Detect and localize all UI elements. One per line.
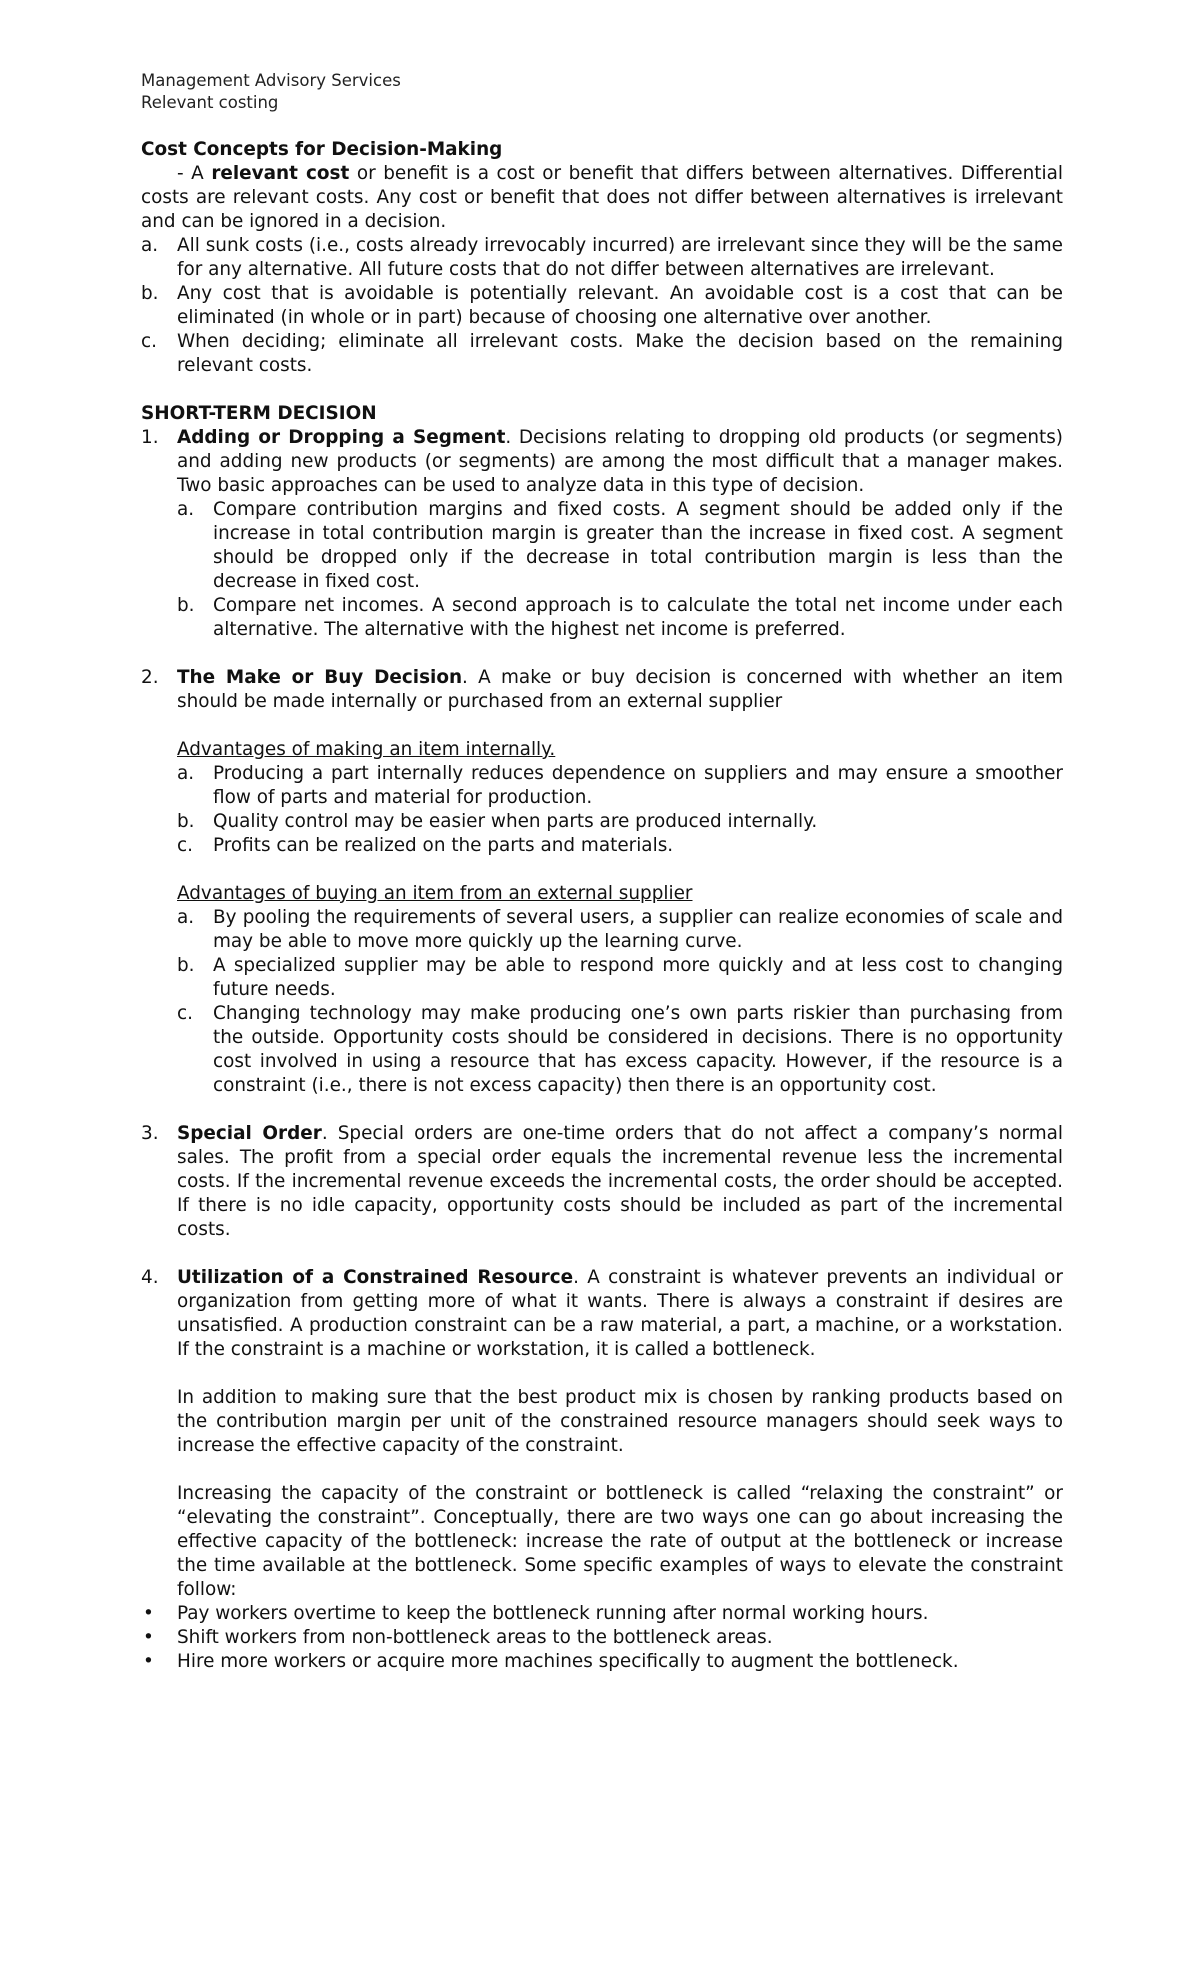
- list-item-text: A specialized supplier may be able to respond more quickly and at less cost to changing future needs.: [213, 955, 1063, 1000]
- decision-item-adding-dropping: [141, 426, 1063, 498]
- paragraph: In addition to making sure that the best product mix is chosen by ranking products based on the contribution margin per unit of the constrained resource managers should seek ways to increase the effective capacity of the constraint.: [177, 1387, 1063, 1456]
- list-item-text: Any cost that is avoidable is potentially relevant. An avoidable cost is a cost that can be eliminated (in whole or in part) because of choosing one alternative over another.: [177, 283, 1063, 328]
- item-text: . Decisions relating to dropping old products (or segments) and adding new products (or segments) are among the most difficult that a manager makes. Two basic approaches can be used to analyze data in this type of decision.: [177, 427, 1063, 496]
- header-topic: Relevant costing: [141, 93, 279, 112]
- item-heading: Adding or Dropping a Segment: [177, 427, 506, 448]
- bullet-text: Hire more workers or acquire more machines specifically to augment the bottleneck.: [177, 1651, 959, 1672]
- list-item: [141, 282, 1063, 330]
- item-text: . A constraint is whatever prevents an individual or organization from getting more of what it wants. There is always a constraint if desires are unsatisfied. A production constraint can be a raw material, a part, a machine, or a workstation. If the constraint is a machine or workstation, it is called a bottleneck.: [177, 1267, 1063, 1360]
- item-heading: The Make or Buy Decision: [177, 667, 463, 688]
- list-marker: a.: [177, 499, 195, 520]
- bullet-text: Pay workers overtime to keep the bottleneck running after normal working hours.: [177, 1603, 929, 1624]
- intro-paragraph: [141, 162, 1063, 234]
- list-item: [177, 954, 1063, 1002]
- decision-item-make-or-buy: [141, 666, 1063, 714]
- list-marker: a.: [177, 763, 195, 784]
- intro-bold-term: relevant cost: [211, 163, 350, 184]
- list-marker: b.: [177, 595, 195, 616]
- bullet-item: [141, 1650, 1063, 1674]
- list-item-text: By pooling the requirements of several users, a supplier can realize economies of scale and may be able to move more quickly up the learning curve.: [213, 907, 1063, 952]
- list-marker: b.: [141, 283, 159, 304]
- list-item-text: Compare contribution margins and fixed costs. A segment should be added only if the increase in total contribution margin is greater than the increase in fixed cost. A segment should be dropped only if the decrease in total contribution margin is less than the decrease in fixed cost.: [213, 499, 1063, 592]
- subsection-title-buying: Advantages of buying an item from an external supplier: [177, 883, 693, 904]
- list-item: [177, 498, 1063, 594]
- list-marker: c.: [141, 331, 157, 352]
- list-item: [177, 1002, 1063, 1098]
- bullet-marker: •: [143, 1651, 154, 1672]
- paragraph: Increasing the capacity of the constraint or bottleneck is called “relaxing the constraint” or “elevating the constraint”. Conceptually, there are two ways one can go about increasing the effective capacity of the bottleneck: increase the rate of output at the bottleneck or increase the time available at the bottleneck. Some specific examples of ways to elevate the constraint follow:: [177, 1483, 1063, 1600]
- list-item: [141, 234, 1063, 282]
- list-item-text: Profits can be realized on the parts and materials.: [213, 835, 674, 856]
- item-number: 1.: [141, 427, 159, 448]
- decision-item-special-order: [141, 1122, 1063, 1242]
- section-title-cost-concepts: Cost Concepts for Decision-Making: [141, 139, 503, 160]
- bullet-item: [141, 1626, 1063, 1650]
- list-item: [177, 810, 1063, 834]
- list-marker: c.: [177, 1003, 193, 1024]
- list-marker: c.: [177, 835, 193, 856]
- list-marker: a.: [141, 235, 159, 256]
- page-header: [141, 70, 1063, 114]
- list-item-text: When deciding; eliminate all irrelevant costs. Make the decision based on the remaining relevant costs.: [177, 331, 1063, 376]
- section-title-short-term: SHORT-TERM DECISION: [141, 403, 377, 424]
- bullet-text: Shift workers from non-bottleneck areas to the bottleneck areas.: [177, 1627, 773, 1648]
- subsection-title-making: Advantages of making an item internally.: [177, 739, 556, 760]
- bullet-item: [141, 1602, 1063, 1626]
- list-item-text: Changing technology may make producing one’s own parts riskier than purchasing from the outside. Opportunity costs should be considered in decisions. There is no opportunity cost involved in using a resource that has excess capacity. However, if the resource is a constraint (i.e., there is not excess capacity) then there is an opportunity cost.: [213, 1003, 1063, 1096]
- item-heading: Utilization of a Constrained Resource: [177, 1267, 574, 1288]
- item-heading: Special Order: [177, 1123, 322, 1144]
- list-item: [177, 906, 1063, 954]
- list-item-text: Producing a part internally reduces dependence on suppliers and may ensure a smoother flow of parts and material for production.: [213, 763, 1063, 808]
- item-number: 2.: [141, 667, 159, 688]
- list-item: [177, 594, 1063, 642]
- intro-text: or benefit is a cost or benefit that differs between alternatives. Differential costs are relevant costs. Any cost or benefit that does not differ between alternatives is irrelevant and can be ignored in a decision.: [141, 163, 1063, 232]
- bullet-marker: •: [143, 1627, 154, 1648]
- list-item: [177, 834, 1063, 858]
- item-number: 3.: [141, 1123, 159, 1144]
- list-marker: a.: [177, 907, 195, 928]
- list-item-text: All sunk costs (i.e., costs already irrevocably incurred) are irrelevant since they will be the same for any alternative. All future costs that do not differ between alternatives are irrelevant.: [177, 235, 1063, 280]
- bullet-marker: •: [143, 1603, 154, 1624]
- document-page: [141, 70, 1063, 1674]
- item-text: . A make or buy decision is concerned with whether an item should be made internally or purchased from an external supplier: [177, 667, 1063, 712]
- list-item: [141, 330, 1063, 378]
- list-item-text: Compare net incomes. A second approach is to calculate the total net income under each alternative. The alternative with the highest net income is preferred.: [213, 595, 1063, 640]
- intro-dash: - A: [177, 163, 204, 184]
- decision-item-constrained-resource: [141, 1266, 1063, 1362]
- header-subject: Management Advisory Services: [141, 71, 401, 90]
- list-marker: b.: [177, 955, 195, 976]
- list-item: [177, 762, 1063, 810]
- item-number: 4.: [141, 1267, 159, 1288]
- item-text: . Special orders are one-time orders that do not affect a company’s normal sales. The profit from a special order equals the incremental revenue less the incremental costs. If the incremental revenue exceeds the incremental costs, the order should be accepted. If there is no idle capacity, opportunity costs should be included as part of the incremental costs.: [177, 1123, 1063, 1240]
- list-item-text: Quality control may be easier when parts are produced internally.: [213, 811, 818, 832]
- list-marker: b.: [177, 811, 195, 832]
